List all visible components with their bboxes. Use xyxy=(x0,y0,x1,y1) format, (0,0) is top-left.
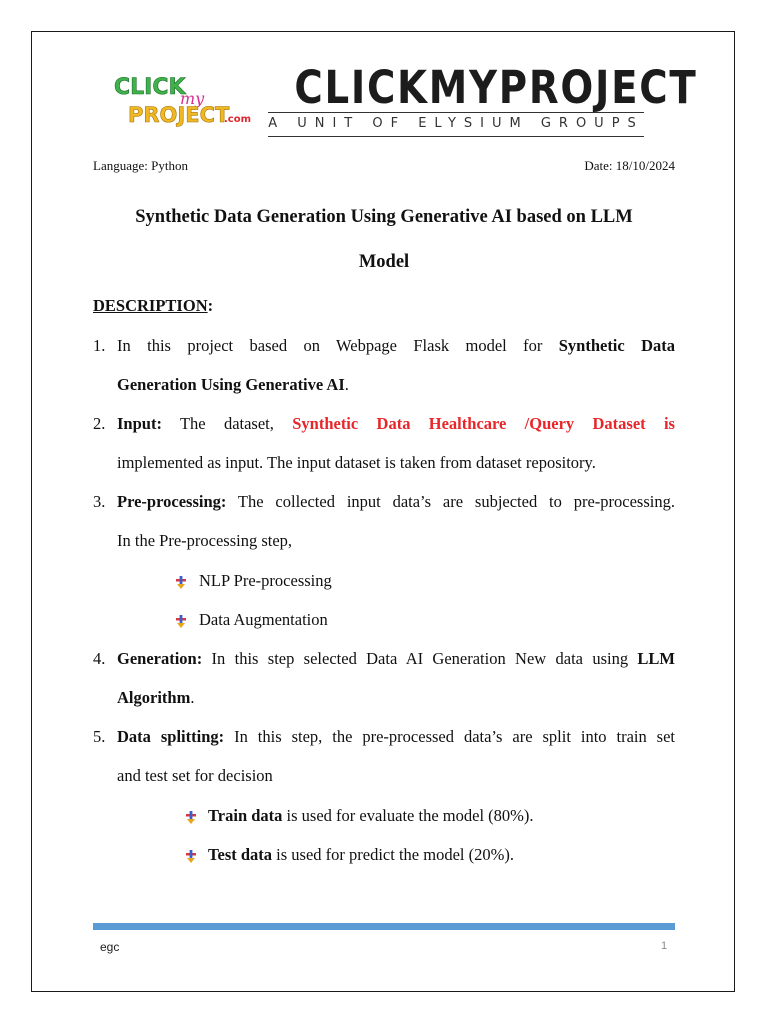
item-1-bold-2: Generation Using Generative AI xyxy=(117,375,345,394)
meta-row xyxy=(93,158,675,178)
item-2-line1 xyxy=(117,413,675,435)
arrow-down-bullet-icon xyxy=(175,615,187,629)
item-4-text: In this step selected Data AI Generation New data using xyxy=(202,649,638,668)
brand-title: CLICKMYPROJECT xyxy=(294,61,698,114)
document-title-line2: Model xyxy=(358,252,410,272)
item-4-line2 xyxy=(117,687,194,709)
logo-click-text: CLICK xyxy=(114,75,186,100)
item-1-text: In this project based on Webpage Flask model for xyxy=(117,336,559,355)
item-4-bold-end: LLM xyxy=(637,649,675,668)
bullet-train-data xyxy=(208,805,534,827)
footer-bar xyxy=(93,923,675,930)
item-2-number: 2. xyxy=(93,414,106,433)
clickmyproject-brand-logo xyxy=(268,61,698,142)
item-4-bold-2: Algorithm xyxy=(117,688,191,707)
item-5-label: Data splitting: xyxy=(117,727,225,746)
item-3-label: Pre-processing: xyxy=(117,492,227,511)
footer-left-text: egc xyxy=(100,940,120,954)
item-3-number: 3. xyxy=(93,492,106,511)
item-5-line1 xyxy=(117,726,675,748)
item-5-line2: and test set for decision xyxy=(117,766,273,785)
logo-my-text: my xyxy=(180,89,205,108)
dataset-name-highlight: Synthetic Data Healthcare /Query Dataset is xyxy=(292,414,675,433)
item-1-number: 1. xyxy=(93,336,106,355)
description-heading xyxy=(93,296,213,316)
brand-subtitle: A UNIT OF ELYSIUM GROUPS xyxy=(268,116,644,131)
logo-project-text: PROJECT xyxy=(128,103,230,127)
item-4-suffix: . xyxy=(190,688,195,707)
brand-rule-bottom xyxy=(268,136,644,137)
item-2-text: The dataset, xyxy=(161,414,293,433)
item-1-line1 xyxy=(117,335,675,357)
date-label: Date: 18/10/2024 xyxy=(584,158,675,173)
test-data-text: is used for predict the model (20%). xyxy=(272,845,514,864)
description-heading-text: DESCRIPTION xyxy=(93,296,208,315)
clickmyproject-small-logo xyxy=(112,72,260,130)
item-3-line2: In the Pre-processing step, xyxy=(117,531,293,550)
item-4-label: Generation: xyxy=(117,649,203,668)
train-data-text: is used for evaluate the model (80%). xyxy=(282,806,534,825)
item-4-number: 4. xyxy=(93,649,106,668)
language-label: Language: Python xyxy=(93,158,188,173)
bullet-data-augmentation: Data Augmentation xyxy=(199,610,328,629)
arrow-down-bullet-icon xyxy=(185,850,197,864)
item-1-line2 xyxy=(117,374,349,396)
item-4-line1 xyxy=(117,648,675,670)
item-1-suffix: . xyxy=(344,375,349,394)
arrow-down-bullet-icon xyxy=(175,576,187,590)
item-5-number: 5. xyxy=(93,727,106,746)
logo-com-text: .com xyxy=(224,114,252,125)
bullet-test-data xyxy=(208,844,514,866)
item-3-text: The collected input data’s are subjected to pre-processing. xyxy=(226,492,675,511)
item-2-label: Input: xyxy=(117,414,162,433)
item-2-line2: implemented as input. The input dataset is taken from dataset repository. xyxy=(117,453,596,472)
test-data-bold: Test data xyxy=(208,845,273,864)
description-heading-colon: : xyxy=(207,296,214,315)
item-5-text: In this step, the pre-processed data’s are split into train set xyxy=(224,727,676,746)
arrow-down-bullet-icon xyxy=(185,811,197,825)
train-data-bold: Train data xyxy=(208,806,283,825)
page-number: 1 xyxy=(661,940,668,952)
bullet-nlp-preprocessing: NLP Pre-processing xyxy=(199,571,332,590)
document-title-line1: Synthetic Data Generation Using Generative AI based on LLM xyxy=(135,207,633,227)
brand-rule-top xyxy=(268,112,644,113)
item-3-line1 xyxy=(117,491,675,513)
item-1-bold: Synthetic Data xyxy=(558,336,675,355)
